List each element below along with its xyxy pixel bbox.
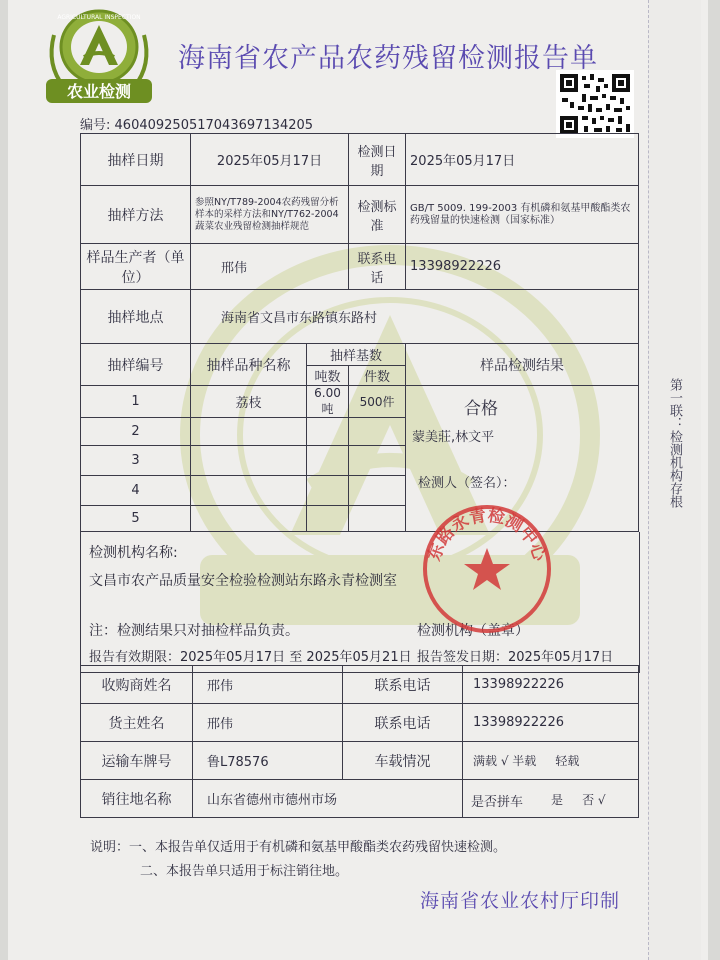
base-label: 抽样基数: [307, 344, 406, 366]
sample-no-label: 抽样编号: [81, 344, 191, 386]
row-tons: [307, 506, 349, 532]
row-variety: [191, 506, 307, 532]
org-label: 检测机构名称:: [89, 545, 178, 561]
plate: 鲁L78576: [193, 742, 343, 780]
variety-label: 抽样品种名称: [191, 344, 307, 386]
row-no: 5: [81, 506, 191, 532]
load-label: 车载情况: [343, 742, 463, 780]
carpool-label: 是否拼车: [471, 795, 524, 810]
row-variety: [191, 446, 307, 476]
producer-phone: 13398922226: [406, 244, 639, 290]
destination-label: 销往地名称: [81, 780, 193, 818]
logo-banner-text: 农业检测: [66, 82, 132, 101]
producer-label: 样品生产者（单位）: [81, 244, 191, 290]
inspector-sign-label: 检测人（签名）：: [418, 476, 516, 491]
producer: 邢伟: [191, 244, 349, 290]
carpool-cell: [463, 780, 639, 818]
carpool-value: 是 否 √: [551, 793, 606, 807]
test-date-label: 检测日期: [349, 134, 406, 186]
owner-phone-label: 联系电话: [343, 704, 463, 742]
row-tons: [307, 446, 349, 476]
result-note: 注：检测结果只对抽检样品负责。: [89, 623, 299, 639]
serial-value: 46040925051704369713420​5: [114, 118, 314, 133]
row-tons: [307, 476, 349, 506]
producer-phone-label: 联系电话: [349, 244, 406, 290]
row-tons: 6.00吨: [307, 386, 349, 418]
inspector-names: 蒙美莊,林文平: [412, 430, 495, 445]
qr-code-icon[interactable]: [556, 70, 634, 138]
row-pieces: [349, 446, 406, 476]
row-pieces: [349, 476, 406, 506]
row-pieces: [349, 506, 406, 532]
sampling-method-label: 抽样方法: [81, 186, 191, 244]
sampling-method: 参照NY/T789-2004农药残留分析样本的采样方法和NY/T762-2004蔬菜农业残留检测抽样规范: [191, 186, 349, 244]
stub-label: 第一联：检测机构存根: [667, 378, 682, 508]
row-variety: [191, 476, 307, 506]
sampling-date-label: 抽样日期: [81, 134, 191, 186]
buyer: 邢伟: [193, 666, 343, 704]
row-no: 3: [81, 446, 191, 476]
location: 海南省文昌市东路镇东路村: [191, 290, 639, 344]
org-block: [80, 532, 640, 673]
serial-label: 编号:: [80, 118, 111, 133]
org-name: 文昌市农产品质量安全检验检测站东路永青检测室: [89, 573, 397, 589]
owner-label: 货主姓名: [81, 704, 193, 742]
location-label: 抽样地点: [81, 290, 191, 344]
page-title: 海南省农产品农药残留检测报告单: [178, 43, 598, 74]
row-variety: 荔枝: [191, 386, 307, 418]
tons-label: 吨数: [307, 366, 349, 386]
logo-top-text: AGRICULTURAL INSPECTION: [57, 14, 141, 21]
result-label: 样品检测结果: [406, 344, 639, 386]
transport-table: [80, 665, 638, 818]
buyer-phone: 13398922226: [463, 666, 639, 704]
footnote-1: 说明：一、本报告单仅适用于有机磷和氨基甲酸酯类农药残留快速检测。: [90, 840, 507, 855]
sampling-date: 2025年05月17日: [191, 134, 349, 186]
pieces-label: 件数: [349, 366, 406, 386]
org-seal-label: 检测机构（盖章）: [417, 623, 529, 639]
buyer-label: 收购商姓名: [81, 666, 193, 704]
printer-credit: 海南省农业农村厅印制: [420, 890, 621, 912]
serial-number: [80, 114, 313, 133]
row-pieces: 500件: [349, 386, 406, 418]
red-seal-stamp: [418, 500, 556, 638]
row-no: 4: [81, 476, 191, 506]
row-variety: [191, 418, 307, 446]
row-tons: [307, 418, 349, 446]
agri-inspection-logo: [40, 5, 158, 107]
issue-date: 报告签发日期：2025年05月17日: [417, 650, 614, 665]
load-status: 满载 √ 半载 轻载: [463, 742, 639, 780]
result-value: 合格: [464, 399, 499, 419]
row-no: 1: [81, 386, 191, 418]
owner-phone: 13398922226: [463, 704, 639, 742]
seal-text: 东路永青检测中心: [424, 505, 550, 564]
destination: 山东省德州市德州市场: [193, 780, 463, 818]
plate-label: 运输车牌号: [81, 742, 193, 780]
buyer-phone-label: 联系电话: [343, 666, 463, 704]
owner: 邢伟: [193, 704, 343, 742]
row-pieces: [349, 418, 406, 446]
test-date: 2025年05月17日: [406, 134, 639, 186]
row-no: 2: [81, 418, 191, 446]
validity-period: 报告有效期限：2025年05月17日 至 2025年05月21日: [89, 650, 412, 665]
sampling-table: [80, 133, 638, 532]
test-standard-label: 检测标准: [349, 186, 406, 244]
footnote-2: 二、本报告单只适用于标注销往地。: [140, 864, 349, 879]
test-standard: GB/T 5009. 199-2003 有机磷和氨基甲酸酯类农药残留量的快速检测（国家标准）: [406, 186, 639, 244]
